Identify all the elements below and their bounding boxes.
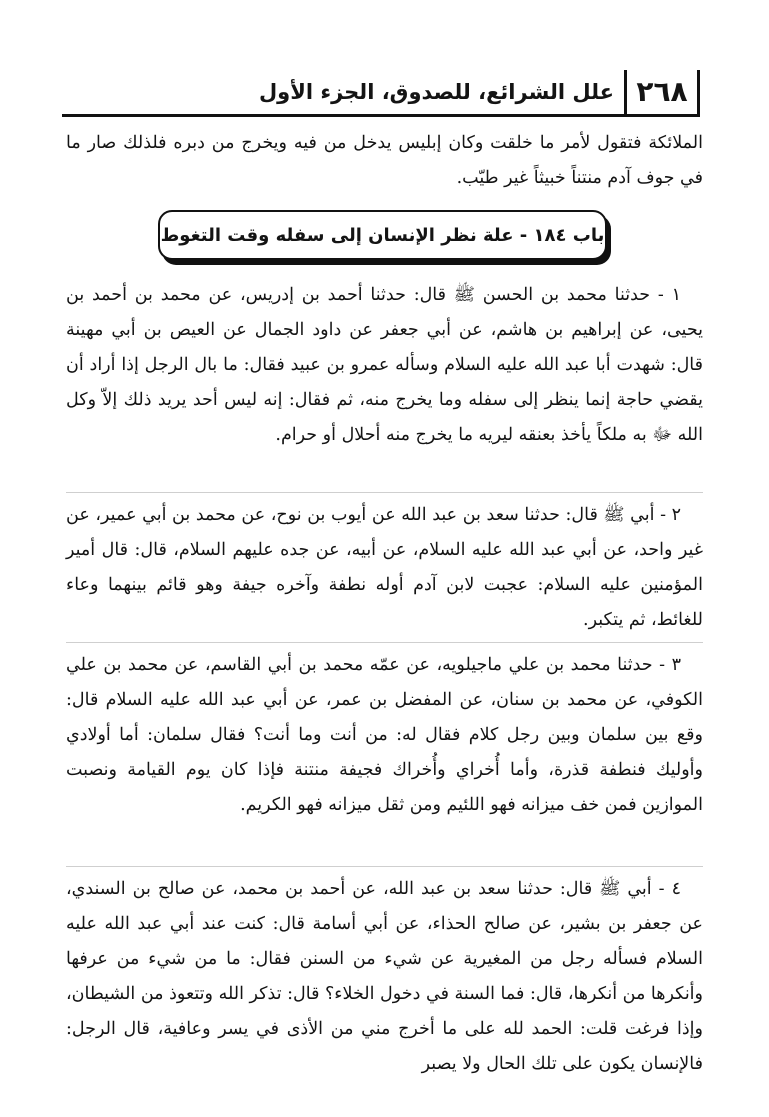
hadith-1 bbox=[66, 278, 703, 453]
hadith-text: ٣ - حدثنا محمد بن علي ماجيلويه، عن عمّه محمد بن أبي القاسم، عن محمد بن علي الكوفي، عن محمد بن سنان، عن المفضل بن عمر، عن أبي عبد الله عليه السلام قال: وقع بين سلمان وبين رجل كلام فقال له: من أنت وما أنت؟ فقال سلمان: أما أولادي وأوليك فنطفة قذرة، وأما أُخراي وأُخراك فجيفة منتنة فإذا كان يوم القيامة ونصبت الموازين فمن خف ميزانه فهو اللئيم ومن ثقل ميزانه فهو الكريم. bbox=[66, 655, 703, 815]
intro-text: الملائكة فتقول لأمر ما خلقت وكان إبليس يدخل من فيه ويخرج من دبره فلذلك صار ما في جوف آدم منتناً خبيثاً غير طيّب. bbox=[66, 133, 703, 188]
header-title: علل الشرائع، للصدوق، الجزء الأول bbox=[258, 80, 614, 104]
hadith-2 bbox=[66, 498, 703, 638]
running-header bbox=[62, 66, 700, 117]
hadith-text: ٤ - أبي ﷺ قال: حدثنا سعد بن عبد الله، عن أحمد بن محمد، عن صالح بن السندي، عن جعفر بن بشير، عن صالح الحذاء، عن أبي أسامة قال: كنت عند أبي عبد الله عليه السلام فسأله رجل من المغيرية عن شيء من السنن فقال: ما من شيء من عرفها وأنكرها من أنكرها، قال: فما السنة في دخول الخلاء؟ قال: تذكر الله وتتعوذ من الشيطان، وإذا فرغت قلت: الحمد لله على ما أخرج مني من الأذى في يسر وعافية، قال الرجل: فالإنسان يكون على تلك الحال ولا يصبر bbox=[66, 879, 703, 1074]
hadith-text: ١ - حدثنا محمد بن الحسن ﷺ قال: حدثنا أحمد بن إدريس، عن محمد بن أحمد بن يحيى، عن إبراهيم بن هاشم، عن أبي جعفر عن داود الجمال عن العيص بن أبي مهينة قال: شهدت أبا عبد الله عليه السلام وسأله عمرو بن عبيد فقال: ما بال الرجل إذا أراد أن يقضي حاجة إنما ينظر إلى سفله وما يخرج منه، ثم فقال: إنه ليس أحد يريد ذلك إلاّ وكل الله ﷻ به ملكاً يأخذ بعنقه ليريه ما يخرج منه أحلال أو حرام. bbox=[66, 285, 703, 445]
hadith-3 bbox=[66, 648, 703, 823]
section-divider bbox=[66, 866, 703, 867]
section-divider bbox=[66, 492, 703, 493]
section-divider bbox=[66, 642, 703, 643]
chapter-heading: باب ١٨٤ - علة نظر الإنسان إلى سفله وقت التغوط bbox=[158, 210, 607, 260]
page-number: ٢٦٨ bbox=[624, 70, 700, 114]
hadith-text: ٢ - أبي ﷺ قال: حدثنا سعد بن عبد الله عن أيوب بن نوح، عن محمد بن أبي عمير، عن غير واحد، عن أبي عبد الله عليه السلام، عن أبيه، عن جده عليهم السلام، قال: قال أمير المؤمنين عليه السلام: عجبت لابن آدم أوله نطفة وآخره جيفة وهو قائم بينهما وعاء للغائط، ثم يتكبر. bbox=[66, 505, 703, 630]
intro-paragraph bbox=[66, 126, 703, 196]
hadith-4 bbox=[66, 872, 703, 1082]
